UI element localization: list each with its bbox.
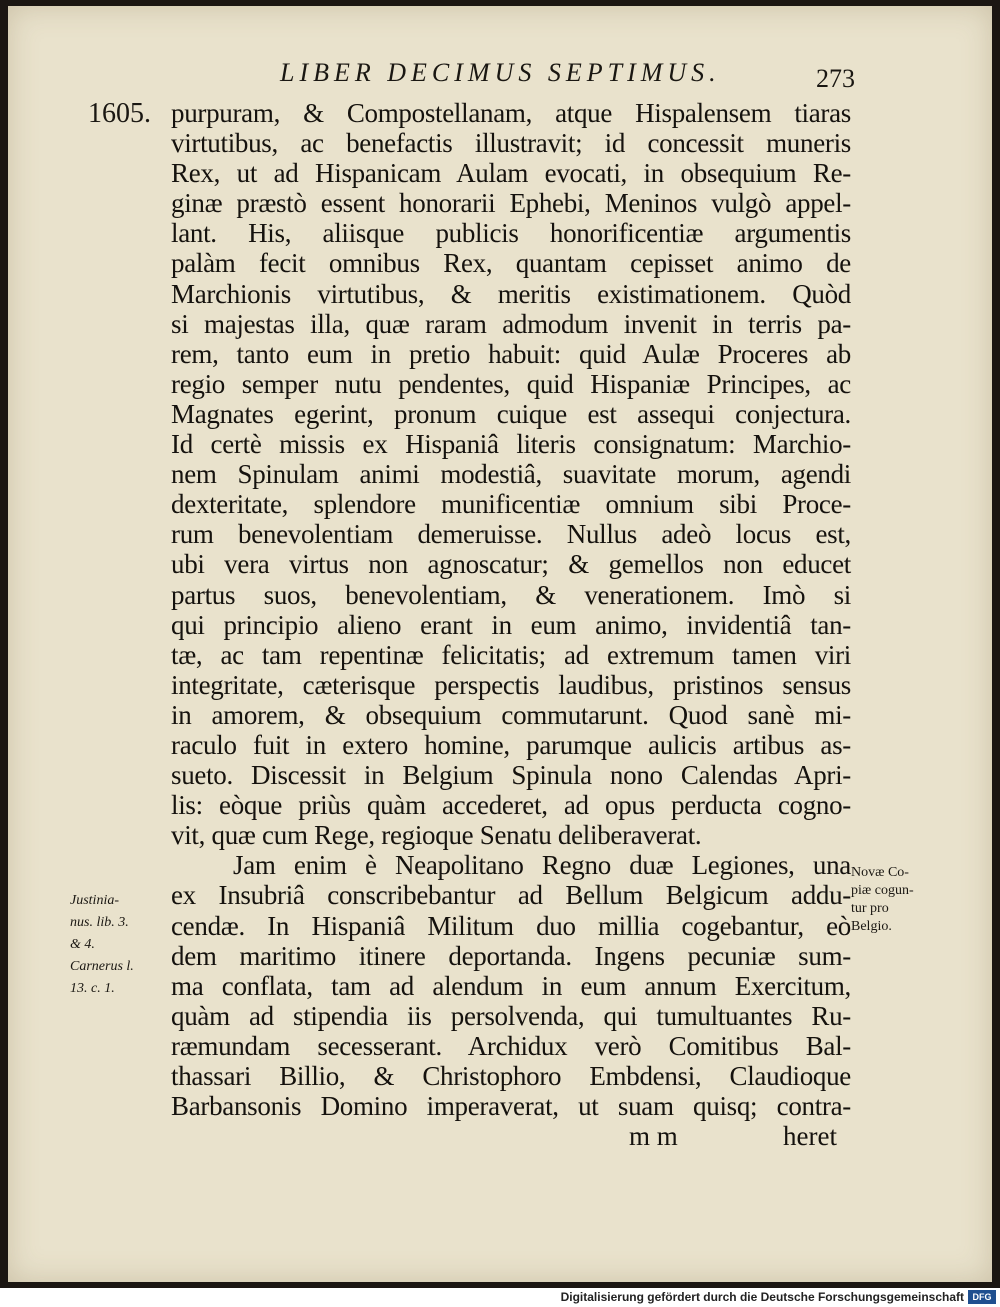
note-line: & 4. — [70, 937, 95, 952]
text-line: ma conflata, tam ad alendum in eum annum Exercitum, — [171, 970, 851, 1001]
text-line: ex Insubriâ conscribebantur ad Bellum Belgicum addu- — [171, 880, 851, 911]
paragraph-first-line: Jam enim è Neapolitano Regno duæ Legiones, una — [233, 850, 851, 881]
text-line: tæ, ac tam repentinæ felicitatis; ad extremum tamen viri — [171, 639, 851, 670]
text-line: lant. His, aliisque publicis honorificentiæ argumentis — [171, 218, 851, 249]
text-line: rem, tanto eum in pretio habuit: quid Aulæ Proceres ab — [171, 338, 851, 369]
main-text-block — [171, 98, 851, 1151]
text-line: cendæ. In Hispaniâ Militum duo millia cogebantur, eò — [171, 910, 851, 941]
running-title: LIBER DECIMUS SEPTIMUS. — [280, 58, 721, 87]
text-line: raculo fuit in extero homine, parumque aulicis artibus as- — [171, 729, 851, 760]
text-line: rum benevolentiam demeruisse. Nullus adeò locus est, — [171, 519, 851, 550]
text-line: in amorem, & obsequium commutarunt. Quod sanè mi- — [171, 699, 851, 730]
text-line: si majestas illa, quæ raram admodum invenit in terris pa- — [171, 308, 851, 339]
note-line: Carnerus l. — [70, 959, 134, 974]
dfg-logo-icon: DFG — [968, 1290, 996, 1304]
note-line: Justinia- — [70, 893, 119, 908]
signature-mark: m m — [629, 1121, 678, 1152]
text-line: integritate, cæterisque perspectis laudibus, pristinos sensus — [171, 669, 851, 700]
catchword-line — [171, 1121, 851, 1151]
text-line: Rex, ut ad Hispanicam Aulam evocati, in obsequium Re- — [171, 158, 851, 189]
text-line: palàm fecit omnibus Rex, quantam cepisset animo de — [171, 248, 851, 279]
text-line: virtutibus, ac benefactis illustravit; id concessit muneris — [171, 128, 851, 159]
funding-notice: Digitalisierung gefördert durch die Deutsche Forschungsgemeinschaft — [560, 1290, 964, 1304]
text-line: ubi vera virtus non agnoscatur; & gemellos non educet — [171, 549, 851, 580]
note-line: Belgio. — [851, 919, 892, 934]
catchword: heret — [783, 1121, 837, 1152]
text-line: quàm ad stipendia iis persolvenda, qui tumultuantes Ru- — [171, 1000, 851, 1031]
text-line: Marchionis virtutibus, & meritis existimationem. Quòd — [171, 278, 851, 309]
page-number: 273 — [816, 64, 855, 93]
text-line: nem Spinulam animi modestiâ, suavitate morum, agendi — [171, 459, 851, 490]
text-line: regio semper nutu pendentes, quid Hispaniæ Principes, ac — [171, 368, 851, 399]
text-line: qui principio alieno erant in eum animo, invidentiâ tan- — [171, 609, 851, 640]
text-line: lis: eòque priùs quàm accederet, ad opus perducta cogno- — [171, 790, 851, 821]
text-line: Barbansonis Domino imperaverat, ut suam quisq; contra- — [171, 1091, 851, 1122]
text-line: ræmundam secesserant. Archidux verò Comitibus Bal- — [171, 1030, 851, 1061]
text-line: Magnates egerint, pronum cuique est assequi conjectura. — [171, 398, 851, 429]
right-marginal-note — [851, 864, 921, 936]
note-line: piæ cogun- — [851, 883, 914, 898]
text-line: sueto. Discessit in Belgium Spinula nono Calendas Apri- — [171, 760, 851, 791]
left-marginal-note — [70, 890, 170, 1000]
digitization-footer — [0, 1288, 1000, 1307]
text-line: Id certè missis ex Hispaniâ literis consignatum: Marchio- — [171, 429, 851, 460]
note-line: Novæ Co- — [851, 865, 909, 880]
text-line: vit, quæ cum Rege, regioque Senatu deliberaverat. — [171, 820, 702, 851]
text-line: dem maritimo itinere deportanda. Ingens pecuniæ sum- — [171, 940, 851, 971]
text-line: dexteritate, splendore munificentiæ omnium sibi Proce- — [171, 489, 851, 520]
note-line: nus. lib. 3. — [70, 915, 129, 930]
text-line: ginæ præstò essent honorarii Ephebi, Meninos vulgò appel- — [171, 188, 851, 219]
book-page — [8, 6, 992, 1282]
margin-year: 1605. — [88, 98, 151, 129]
text-line: purpuram, & Compostellanam, atque Hispalensem tiaras — [171, 98, 851, 128]
text-line: partus suos, benevolentiam, & venerationem. Imò si — [171, 579, 851, 610]
text-line: thassari Billio, & Christophoro Embdensi, Claudioque — [171, 1061, 851, 1091]
note-line: tur pro — [851, 901, 889, 916]
note-line: 13. c. 1. — [70, 981, 115, 996]
